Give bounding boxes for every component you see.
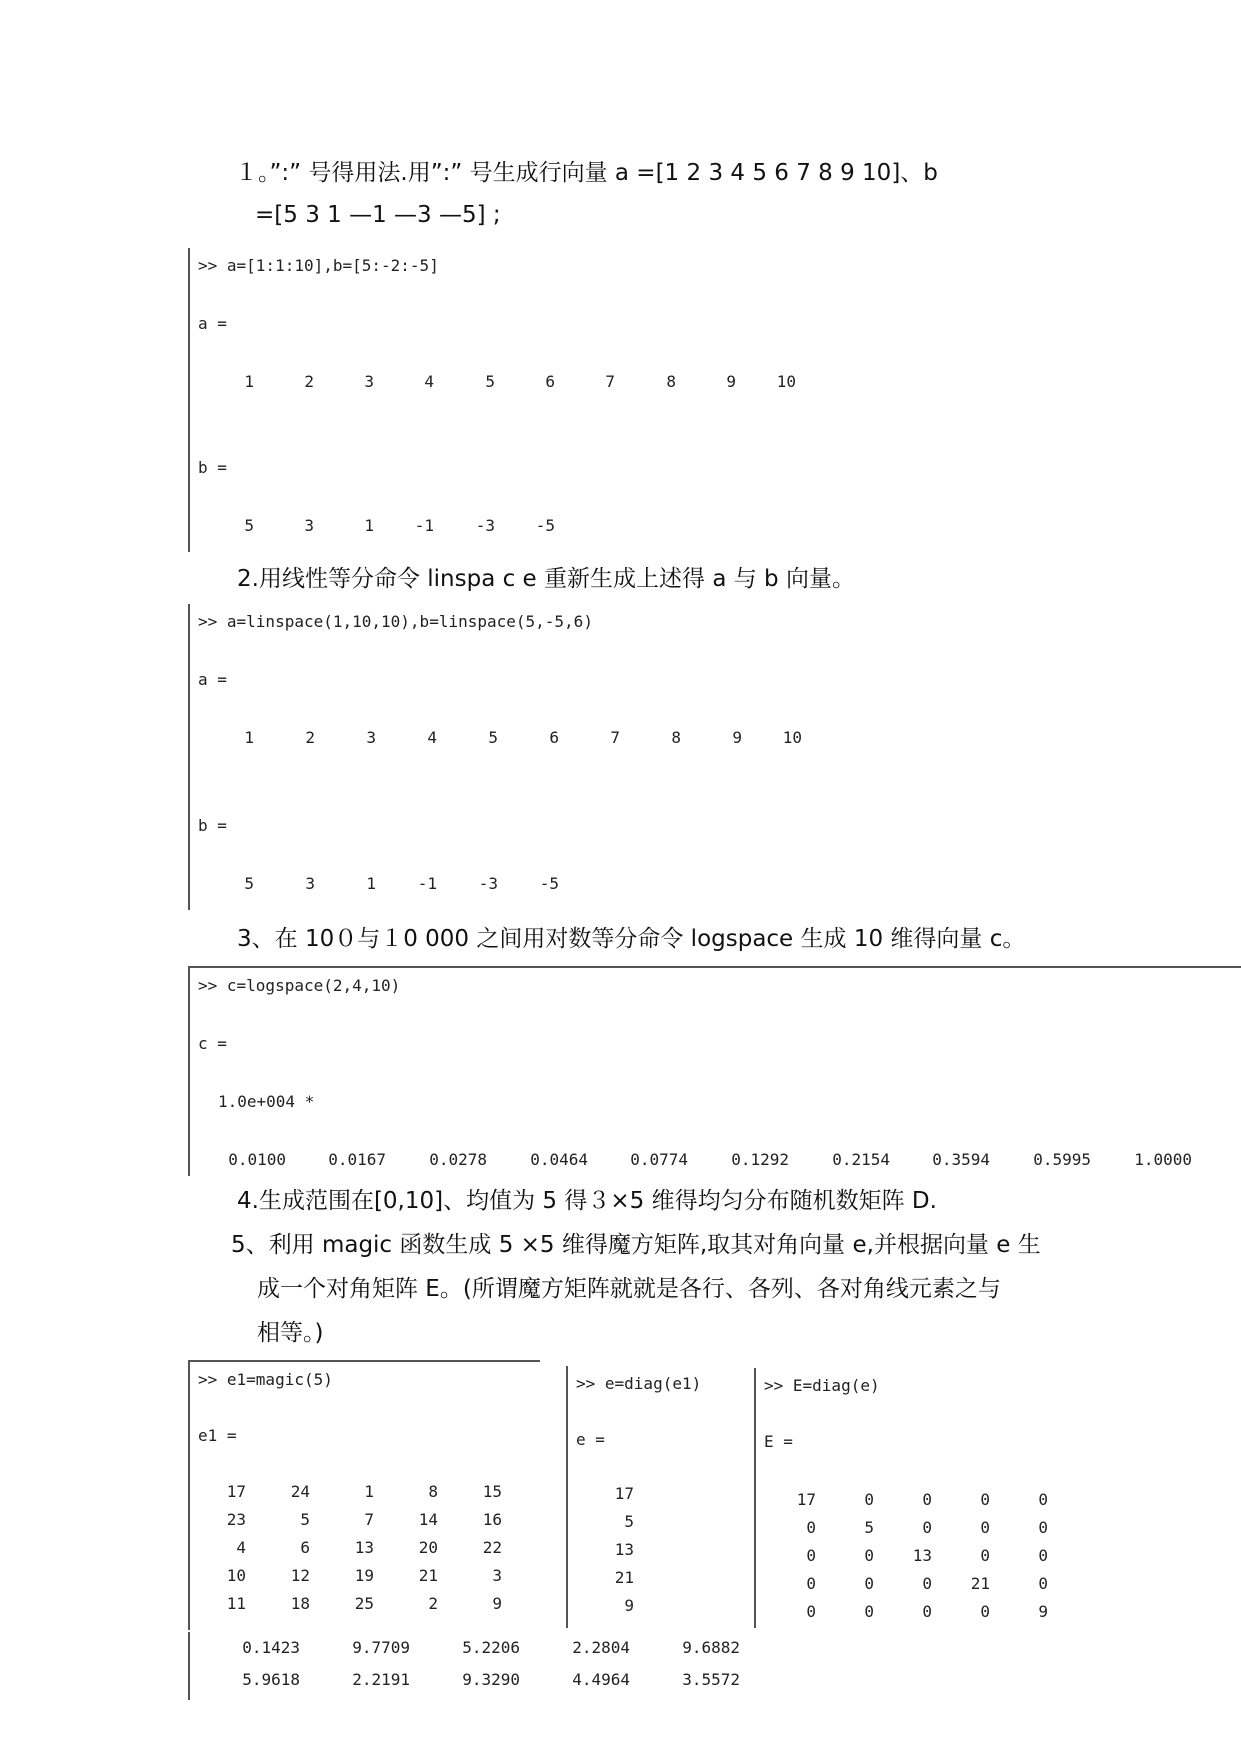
value-cell: 9 bbox=[624, 1596, 634, 1615]
matrix-cell: 0 bbox=[980, 1518, 990, 1537]
value-cell: 0.5995 bbox=[1033, 1150, 1091, 1169]
matrix-cell: 0 bbox=[1038, 1490, 1048, 1509]
variable-label-c: c = bbox=[198, 1034, 227, 1053]
value-cell: 10 bbox=[782, 728, 802, 747]
matrix-cell: 19 bbox=[354, 1566, 374, 1585]
matrix-cell: 0 bbox=[864, 1574, 874, 1593]
value-cell: 0.1292 bbox=[731, 1150, 789, 1169]
matrix-cell: 0 bbox=[922, 1602, 932, 1621]
matrix-cell: 4 bbox=[236, 1538, 246, 1557]
value-cell: 1 bbox=[366, 874, 376, 893]
value-cell: -1 bbox=[417, 874, 437, 893]
matrix-cell: 11 bbox=[226, 1594, 246, 1613]
matlab-output-3 bbox=[188, 966, 1241, 1176]
value-cell: 0.2154 bbox=[832, 1150, 890, 1169]
matlab-output-1 bbox=[188, 248, 850, 552]
value-cell: 0.0278 bbox=[429, 1150, 487, 1169]
matrix-cell: 0.1423 bbox=[242, 1638, 300, 1657]
value-cell: -1 bbox=[414, 516, 434, 535]
matrix-cell: 7 bbox=[364, 1510, 374, 1529]
question-1-line-1: １。”:” 号得用法.用”:” 号生成行向量 a =[1 2 3 4 5 6 7 8 9 10]、b bbox=[235, 160, 938, 186]
value-cell: 10 bbox=[776, 372, 796, 391]
matrix-cell: 8 bbox=[428, 1482, 438, 1501]
value-cell: -5 bbox=[539, 874, 559, 893]
matrix-cell: 12 bbox=[290, 1566, 310, 1585]
command-line: >> a=linspace(1,10,10),b=linspace(5,-5,6) bbox=[198, 612, 593, 631]
matrix-cell: 18 bbox=[290, 1594, 310, 1613]
matrix-cell: 16 bbox=[482, 1510, 502, 1529]
value-cell: 0.0774 bbox=[630, 1150, 688, 1169]
question-5-line-2: 成一个对角矩阵 E。(所谓魔方矩阵就就是各行、各列、各对角线元素之与 bbox=[257, 1276, 1001, 1302]
value-cell: 21 bbox=[614, 1568, 634, 1587]
value-cell: 13 bbox=[614, 1540, 634, 1559]
matrix-cell: 0 bbox=[1038, 1574, 1048, 1593]
matrix-cell: 0 bbox=[922, 1518, 932, 1537]
command-line: >> c=logspace(2,4,10) bbox=[198, 976, 401, 995]
matrix-cell: 23 bbox=[226, 1510, 246, 1529]
variable-label-e: e = bbox=[576, 1430, 605, 1449]
value-cell: 0.0167 bbox=[328, 1150, 386, 1169]
value-cell: 3 bbox=[304, 516, 314, 535]
value-cell: 0.0100 bbox=[228, 1150, 286, 1169]
matlab-output-2 bbox=[188, 604, 850, 910]
matrix-cell: 2 bbox=[428, 1594, 438, 1613]
value-cell: -3 bbox=[478, 874, 498, 893]
variable-label-a: a = bbox=[198, 314, 227, 333]
matrix-cell: 21 bbox=[970, 1574, 990, 1593]
matrix-cell: 13 bbox=[354, 1538, 374, 1557]
matrix-cell: 21 bbox=[418, 1566, 438, 1585]
matrix-cell: 2.2804 bbox=[572, 1638, 630, 1657]
matrix-cell: 0 bbox=[922, 1490, 932, 1509]
matrix-cell: 20 bbox=[418, 1538, 438, 1557]
matrix-cell: 15 bbox=[482, 1482, 502, 1501]
value-cell: 5 bbox=[244, 874, 254, 893]
matrix-cell: 0 bbox=[980, 1490, 990, 1509]
question-3: 3、在 10０与１0 000 之间用对数等分命令 logspace 生成 10 维得向量 c。 bbox=[237, 926, 1026, 952]
matlab-output-magic bbox=[188, 1360, 540, 1630]
matrix-cell: 1 bbox=[364, 1482, 374, 1501]
matrix-cell: 3.5572 bbox=[682, 1670, 740, 1689]
matrix-cell: 0 bbox=[1038, 1546, 1048, 1565]
value-cell: 6 bbox=[545, 372, 555, 391]
value-cell: 2 bbox=[304, 372, 314, 391]
value-cell: 9 bbox=[732, 728, 742, 747]
matrix-cell: 9 bbox=[1038, 1602, 1048, 1621]
matrix-cell: 0 bbox=[1038, 1518, 1048, 1537]
value-cell: 5 bbox=[244, 516, 254, 535]
value-cell: 2 bbox=[305, 728, 315, 747]
question-2: 2.用线性等分命令 linspa c e 重新生成上述得 a 与 b 向量。 bbox=[237, 566, 855, 592]
matrix-cell: 5.2206 bbox=[462, 1638, 520, 1657]
value-cell: 5 bbox=[485, 372, 495, 391]
command-line: >> a=[1:1:10],b=[5:-2:-5] bbox=[198, 256, 439, 275]
matrix-cell: 0 bbox=[980, 1602, 990, 1621]
value-cell: 0.0464 bbox=[530, 1150, 588, 1169]
matrix-output-diag-vector bbox=[566, 1366, 748, 1628]
matrix-cell: 2.2191 bbox=[352, 1670, 410, 1689]
matrix-cell: 5 bbox=[300, 1510, 310, 1529]
value-cell: 17 bbox=[614, 1484, 634, 1503]
matrix-cell: 6 bbox=[300, 1538, 310, 1557]
matrix-cell: 24 bbox=[290, 1482, 310, 1501]
matrix-cell: 17 bbox=[796, 1490, 816, 1509]
matrix-cell: 0 bbox=[864, 1602, 874, 1621]
variable-label-e1: e1 = bbox=[198, 1426, 237, 1445]
matrix-cell: 9.6882 bbox=[682, 1638, 740, 1657]
matrix-cell: 0 bbox=[864, 1490, 874, 1509]
value-cell: 3 bbox=[305, 874, 315, 893]
value-cell: 7 bbox=[605, 372, 615, 391]
value-cell: 9 bbox=[726, 372, 736, 391]
value-cell: 1 bbox=[244, 372, 254, 391]
scale-factor: 1.0e+004 * bbox=[218, 1092, 315, 1111]
matrix-cell: 25 bbox=[354, 1594, 374, 1613]
matrix-cell: 13 bbox=[912, 1546, 932, 1565]
question-4: 4.生成范围在[0,10]、均值为 5 得３×5 维得均匀分布随机数矩阵 D. bbox=[237, 1188, 937, 1214]
matrix-cell: 9.3290 bbox=[462, 1670, 520, 1689]
matrix-cell: 14 bbox=[418, 1510, 438, 1529]
matrix-cell: 0 bbox=[806, 1574, 816, 1593]
value-cell: 3 bbox=[364, 372, 374, 391]
matrix-cell: 0 bbox=[806, 1602, 816, 1621]
variable-label-b: b = bbox=[198, 816, 227, 835]
matlab-output-diag-matrix bbox=[754, 1368, 1096, 1628]
value-cell: 1 bbox=[244, 728, 254, 747]
value-cell: 8 bbox=[666, 372, 676, 391]
matrix-cell: 0 bbox=[806, 1546, 816, 1565]
variable-label-E: E = bbox=[764, 1432, 793, 1451]
matrix-cell: 0 bbox=[864, 1546, 874, 1565]
value-cell: -3 bbox=[475, 516, 495, 535]
command-line: >> e1=magic(5) bbox=[198, 1370, 333, 1389]
matrix-cell: 4.4964 bbox=[572, 1670, 630, 1689]
question-1-line-2: =[5 3 1 —1 —3 —5] ; bbox=[255, 202, 501, 228]
matrix-cell: 9.7709 bbox=[352, 1638, 410, 1657]
value-cell: 3 bbox=[366, 728, 376, 747]
matrix-cell: 17 bbox=[226, 1482, 246, 1501]
value-cell: 1.0000 bbox=[1134, 1150, 1192, 1169]
matrix-cell: 0 bbox=[922, 1574, 932, 1593]
matrix-cell: 0 bbox=[980, 1546, 990, 1565]
variable-label-a: a = bbox=[198, 670, 227, 689]
value-cell: 7 bbox=[610, 728, 620, 747]
question-5-line-1: 5、利用 magic 函数生成 5 ×5 维得魔方矩阵,取其对角向量 e,并根据向量 e 生 bbox=[231, 1232, 1041, 1258]
matrix-cell: 10 bbox=[226, 1566, 246, 1585]
command-line: >> e=diag(e1) bbox=[576, 1374, 702, 1393]
value-cell: 4 bbox=[427, 728, 437, 747]
matrix-cell: 9 bbox=[492, 1594, 502, 1613]
question-5-line-3: 相等。) bbox=[257, 1320, 324, 1346]
matrix-cell: 5.9618 bbox=[242, 1670, 300, 1689]
matrix-cell: 3 bbox=[492, 1566, 502, 1585]
value-cell: 8 bbox=[671, 728, 681, 747]
matrix-cell: 22 bbox=[482, 1538, 502, 1557]
variable-label-b: b = bbox=[198, 458, 227, 477]
matrix-cell: 0 bbox=[806, 1518, 816, 1537]
command-line: >> E=diag(e) bbox=[764, 1376, 880, 1395]
value-cell: 5 bbox=[488, 728, 498, 747]
value-cell: 1 bbox=[364, 516, 374, 535]
value-cell: -5 bbox=[535, 516, 555, 535]
value-cell: 4 bbox=[424, 372, 434, 391]
value-cell: 6 bbox=[549, 728, 559, 747]
matrix-cell: 5 bbox=[864, 1518, 874, 1537]
value-cell: 5 bbox=[624, 1512, 634, 1531]
value-cell: 0.3594 bbox=[932, 1150, 990, 1169]
matlab-output-random-matrix bbox=[188, 1632, 770, 1700]
